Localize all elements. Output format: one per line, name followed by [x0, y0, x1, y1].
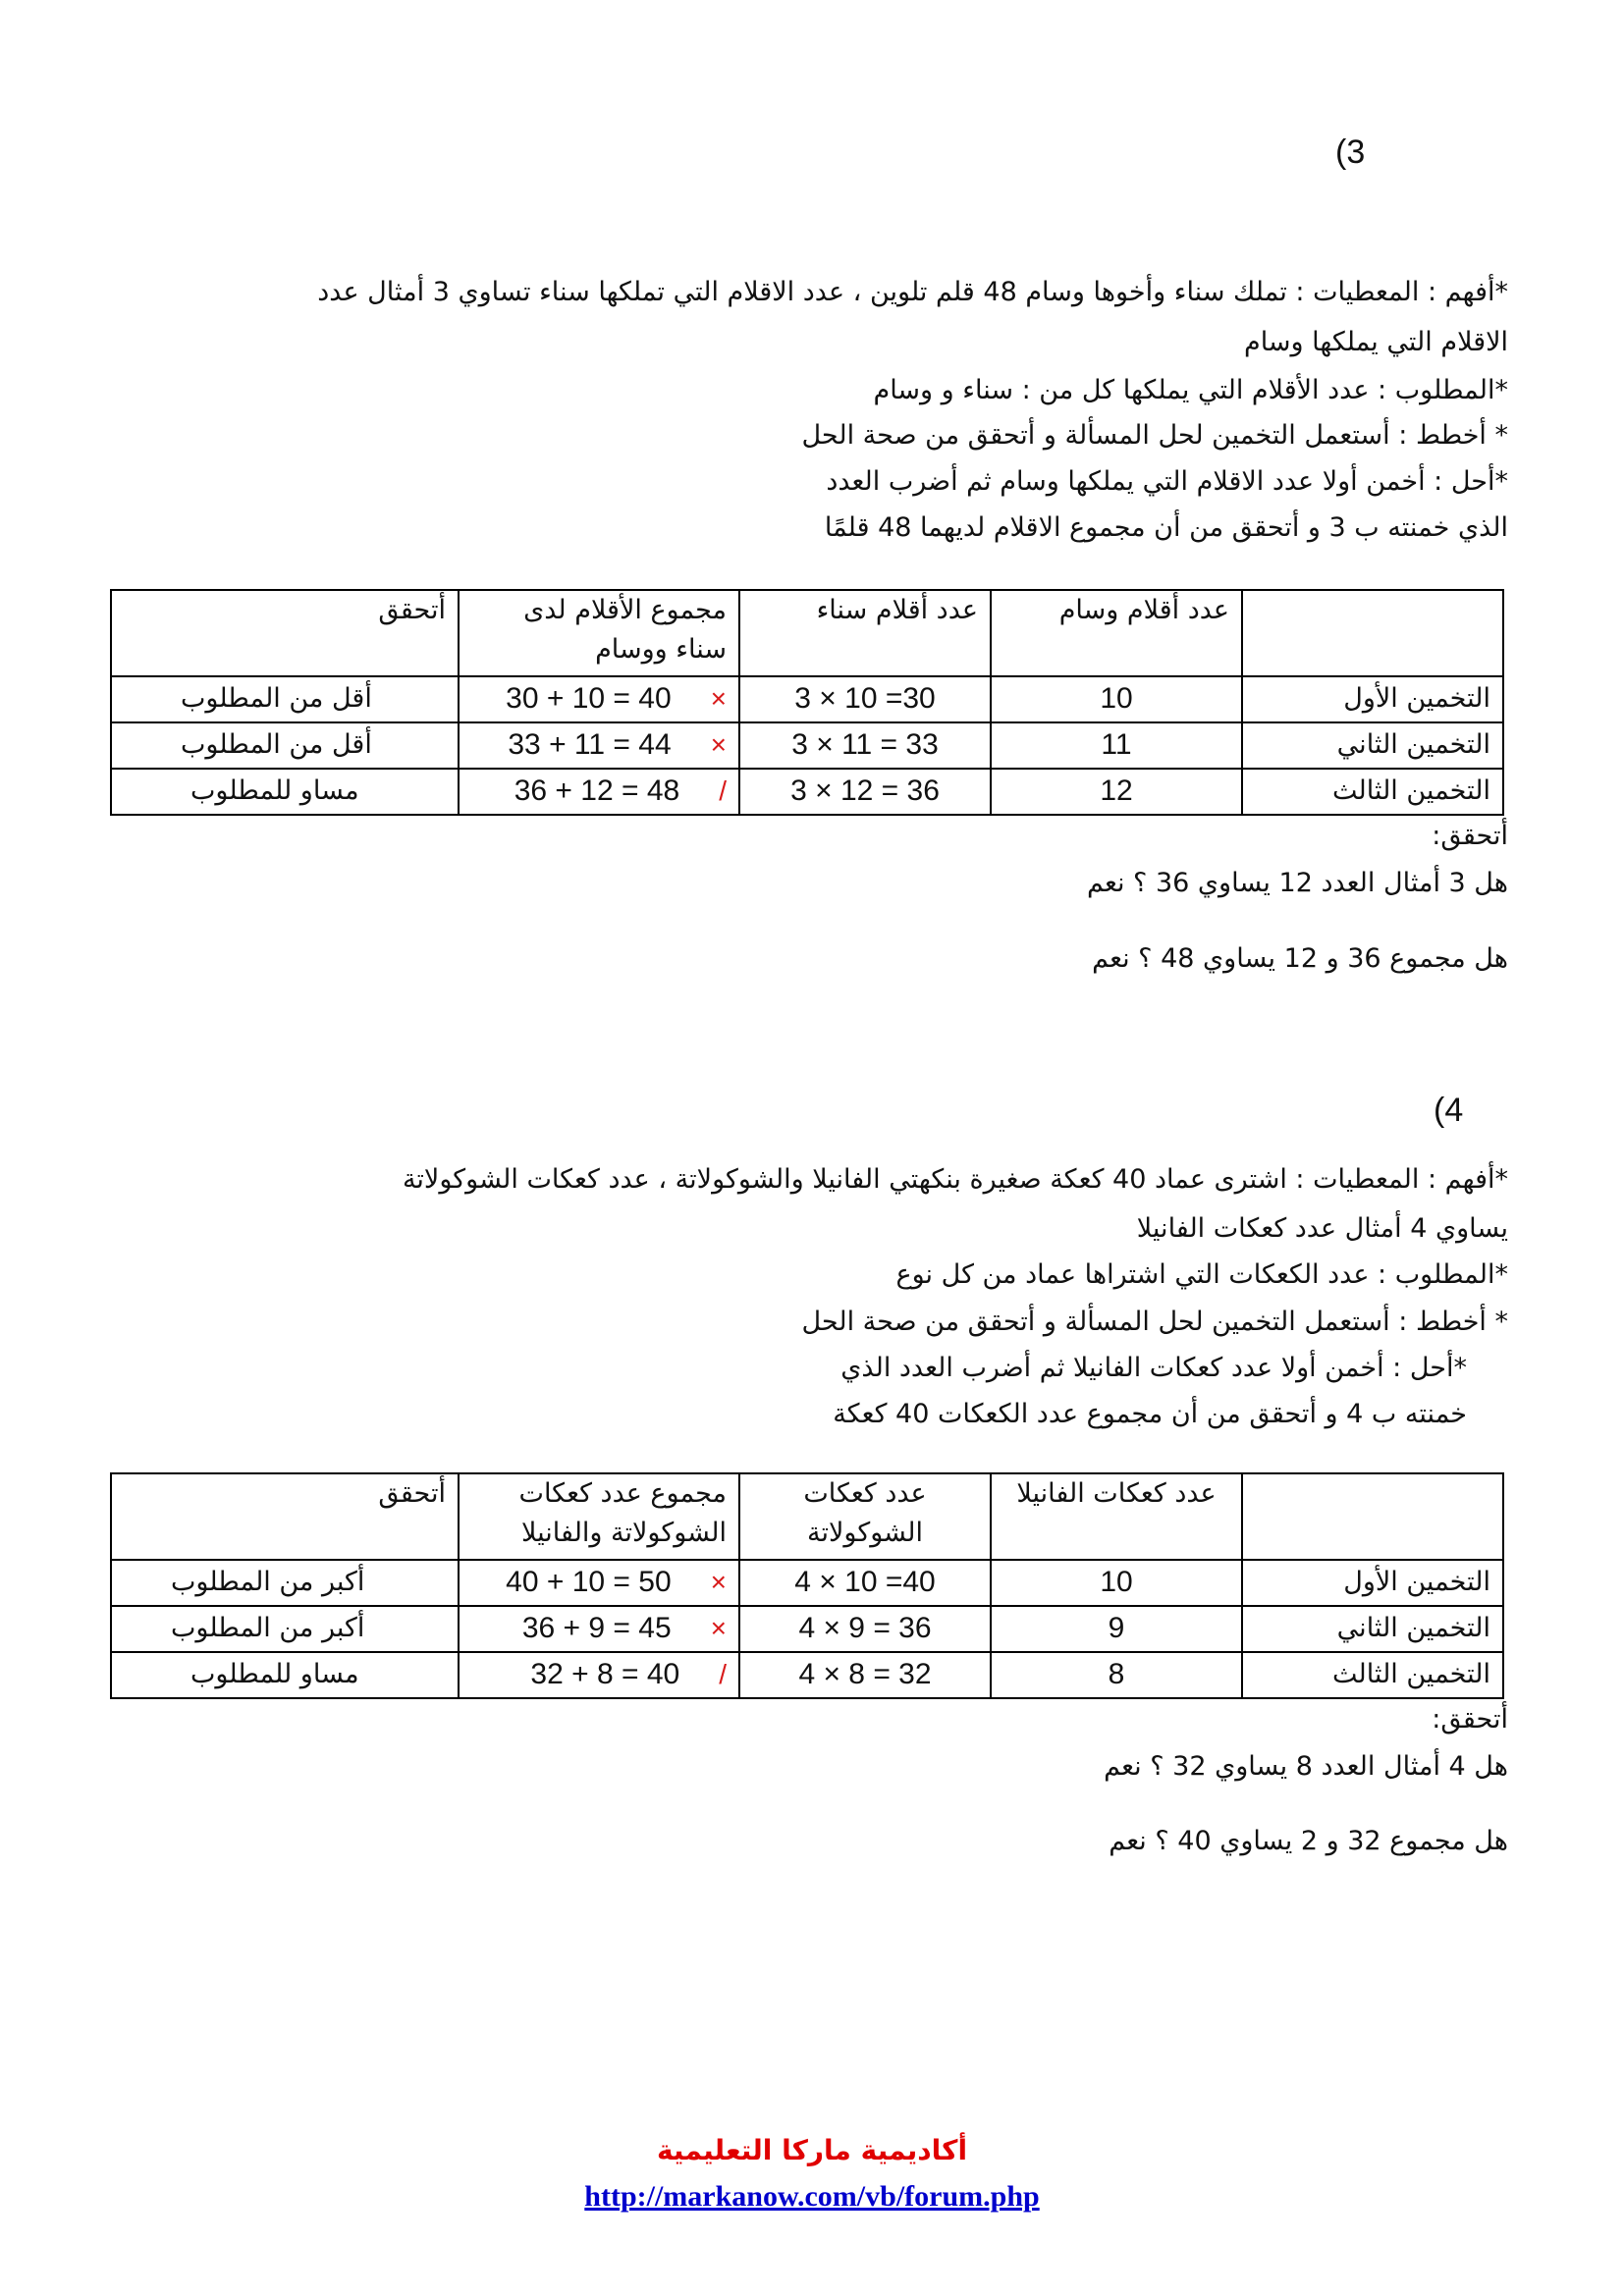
header-col-sanaa: عدد أقلام سناء	[739, 590, 991, 676]
row-value-a: 12	[991, 769, 1242, 815]
table-header-row	[111, 1473, 1503, 1560]
row-sum: /32 + 8 = 40	[459, 1652, 739, 1698]
header-col-chocolate: عدد كعكات الشوكولاتة	[739, 1473, 991, 1560]
problem-4-number: (4	[1434, 1092, 1464, 1129]
problem-4-line-6: خمنته ب 4 و أتحقق من أن مجموع عدد الكعكات 40 كعكة	[833, 1399, 1467, 1429]
row-label: التخمين الأول	[1242, 1560, 1503, 1606]
header-col-check: أتحقق	[111, 590, 459, 676]
problem-4-line-3: *المطلوب : عدد الكعكات التي اشتراها عماد من كل نوع	[895, 1259, 1508, 1290]
problem-3-verify-1: هل 3 أمثال العدد 12 يساوي 36 ؟ نعم	[1086, 868, 1508, 898]
wrong-mark-icon: ×	[710, 729, 727, 760]
problem-3-guess-table	[110, 589, 1504, 816]
row-label: التخمين الثاني	[1242, 1606, 1503, 1652]
problem-4-line-5: *أحل : أخمن أولا عدد كعكات الفانيلا ثم أضرب العدد الذي	[840, 1353, 1467, 1383]
header-empty	[1242, 1473, 1503, 1560]
row-label: التخمين الثالث	[1242, 769, 1503, 815]
header-col-wissam: عدد أقلام وسام	[991, 590, 1242, 676]
problem-4-line-2: يساوي 4 أمثال عدد كعكات الفانيلا	[1136, 1213, 1508, 1244]
problem-3-line-1: *أفهم : المعطيات : تملك سناء وأخوها وسام 48 قلم تلوين ، عدد الاقلام التي تملكها سناء تساوي 3 أمثال عدد	[317, 277, 1508, 307]
problem-3-line-6: الذي خمنته ب 3 و أتحقق من أن مجموع الاقلام لديهما 48 قلمًا	[824, 512, 1508, 543]
row-value-b: 4 × 8 = 32	[739, 1652, 991, 1698]
header-col-sum: مجموع عدد كعكات الشوكولاتة والفانيلا	[459, 1473, 739, 1560]
table-row	[111, 1606, 1503, 1652]
table-row	[111, 769, 1503, 815]
row-check: أكبر من المطلوب	[111, 1560, 459, 1606]
header-empty	[1242, 590, 1503, 676]
table-row	[111, 1560, 1503, 1606]
footer-academy-title: أكاديمية ماركا التعليمية	[656, 2134, 968, 2166]
wrong-mark-icon: ×	[710, 683, 727, 714]
row-value-b: 4 × 10 =40	[739, 1560, 991, 1606]
table-row	[111, 676, 1503, 722]
row-check: أقل من المطلوب	[111, 676, 459, 722]
row-value-b: 3 × 12 = 36	[739, 769, 991, 815]
row-label: التخمين الثاني	[1242, 722, 1503, 769]
table-row	[111, 722, 1503, 769]
row-sum: /36 + 12 = 48	[459, 769, 739, 815]
problem-3-line-2: الاقلام التي يملكها وسام	[1243, 327, 1508, 357]
table-row	[111, 1652, 1503, 1698]
row-sum: ×40 + 10 = 50	[459, 1560, 739, 1606]
problem-4-verify-2: هل مجموع 32 و 2 يساوي 40 ؟ نعم	[1109, 1826, 1508, 1856]
footer-forum-link[interactable]: http://markanow.com/vb/forum.php	[584, 2180, 1040, 2213]
row-value-b: 3 × 11 = 33	[739, 722, 991, 769]
row-value-b: 4 × 9 = 36	[739, 1606, 991, 1652]
problem-3-line-3: *المطلوب : عدد الأقلام التي يملكها كل من : سناء و وسام	[873, 375, 1508, 405]
row-value-a: 10	[991, 676, 1242, 722]
row-check: مساو للمطلوب	[111, 1652, 459, 1698]
header-col-vanilla: عدد كعكات الفانيلا	[991, 1473, 1242, 1560]
row-check: أكبر من المطلوب	[111, 1606, 459, 1652]
row-sum: ×33 + 11 = 44	[459, 722, 739, 769]
header-col-sum: مجموع الأقلام لدى سناء ووسام	[459, 590, 739, 676]
wrong-mark-icon: ×	[710, 1613, 727, 1643]
problem-4-verify-title: أتحقق:	[1432, 1704, 1508, 1735]
correct-mark-icon: /	[719, 775, 727, 806]
problem-3-number: (3	[1335, 133, 1366, 171]
row-check: مساو للمطلوب	[111, 769, 459, 815]
row-value-a: 9	[991, 1606, 1242, 1652]
problem-4-line-4: * أخطط : أستعمل التخمين لحل المسألة و أتحقق من صحة الحل	[801, 1307, 1508, 1337]
correct-mark-icon: /	[719, 1659, 727, 1689]
wrong-mark-icon: ×	[710, 1567, 727, 1597]
row-label: التخمين الأول	[1242, 676, 1503, 722]
row-sum: ×30 + 10 = 40	[459, 676, 739, 722]
row-value-a: 8	[991, 1652, 1242, 1698]
problem-3-line-5: *أحل : أخمن أولا عدد الاقلام التي يملكها وسام ثم أضرب العدد	[826, 466, 1508, 497]
row-value-a: 11	[991, 722, 1242, 769]
table-header-row	[111, 590, 1503, 676]
problem-4-verify-1: هل 4 أمثال العدد 8 يساوي 32 ؟ نعم	[1104, 1751, 1508, 1782]
problem-3-verify-2: هل مجموع 36 و 12 يساوي 48 ؟ نعم	[1092, 943, 1508, 974]
problem-4-line-1: *أفهم : المعطيات : اشترى عماد 40 كعكة صغيرة بنكهتي الفانيلا والشوكولاتة ، عدد كعكات الشوكولاتة	[402, 1164, 1508, 1195]
problem-3-line-4: * أخطط : أستعمل التخمين لحل المسألة و أتحقق من صحة الحل	[801, 420, 1508, 451]
problem-3-verify-title: أتحقق:	[1432, 821, 1508, 851]
row-value-b: 3 × 10 =30	[739, 676, 991, 722]
row-check: أقل من المطلوب	[111, 722, 459, 769]
row-sum: ×36 + 9 = 45	[459, 1606, 739, 1652]
row-value-a: 10	[991, 1560, 1242, 1606]
header-col-check: أتحقق	[111, 1473, 459, 1560]
problem-4-guess-table	[110, 1472, 1504, 1699]
row-label: التخمين الثالث	[1242, 1652, 1503, 1698]
